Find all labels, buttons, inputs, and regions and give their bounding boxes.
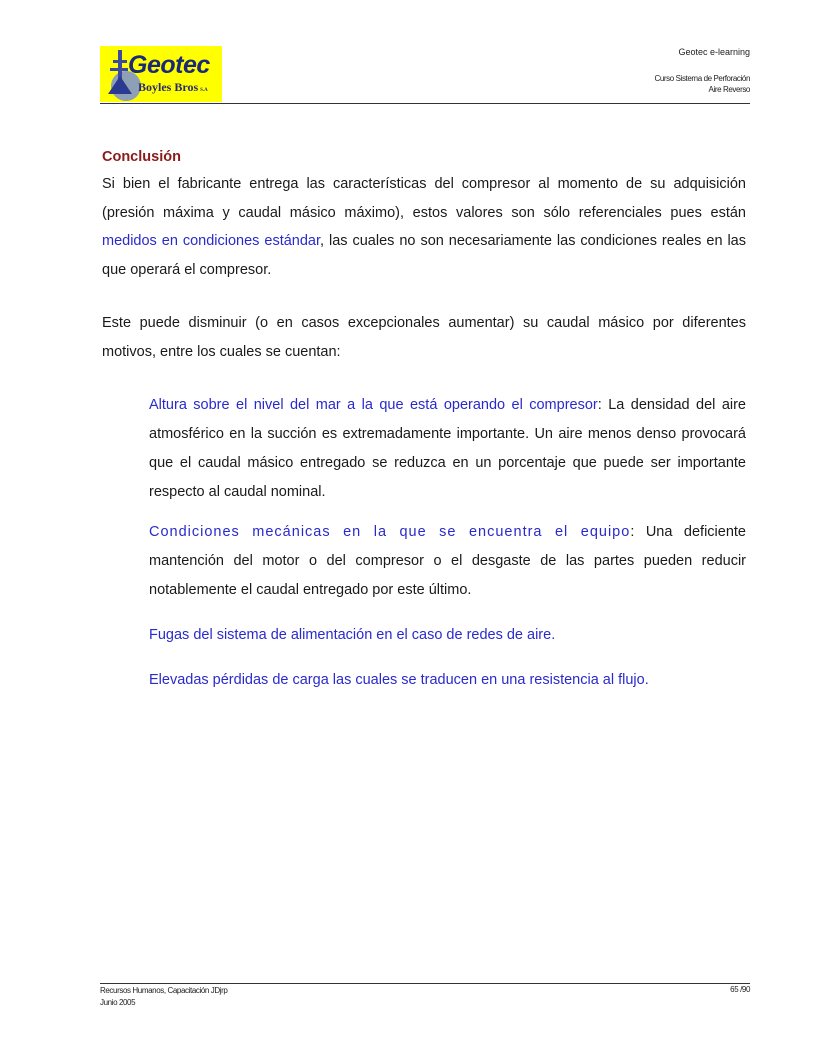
list-item-lead: Altura sobre el nivel del mar a la que está operando el compresor	[149, 397, 598, 413]
highlight-standard-conditions: medidos en condiciones estándar	[102, 233, 321, 249]
list-item-leaks: Fugas del sistema de alimentación en el caso de redes de aire.	[149, 627, 556, 643]
list-item-altitude: Altura sobre el nivel del mar a la que está operando el compresor: La densidad del aire atmosférico en la succión es extremadamente importante. Un aire menos denso provocará que el caudal másico entregado se reduzca en un porcentaje que puede ser importante respecto al caudal nominal.	[149, 397, 746, 500]
footer-divider	[100, 983, 750, 984]
geotec-logo	[100, 46, 222, 102]
list-item-lead: Fugas del sistema de alimentación en el caso de redes de aire	[149, 627, 552, 643]
header-course-platform: Geotec e-learning	[678, 47, 750, 57]
paragraph-reasons: Este puede disminuir (o en casos excepcionales aumentar) su caudal másico por diferentes motivos, entre los cuales se cuentan:	[102, 315, 746, 360]
list-item-mechanical: Condiciones mecánicas en la que se encuentra el equipo: Una deficiente mantención del motor o del compresor o el desgaste de las partes pueden reducir notablemente el caudal entregado por este último.	[149, 524, 747, 598]
footer-credits	[100, 985, 227, 1009]
section-title: Conclusión	[102, 149, 181, 165]
logo-subtitle: Boyles Bros S.A	[138, 80, 208, 94]
header-course-name: Curso Sistema de Perforación	[654, 74, 750, 83]
header-course-module: Aire Reverso	[708, 85, 750, 94]
header-course-title	[654, 73, 750, 95]
footer-date: Junio 2005	[100, 998, 136, 1007]
paragraph-intro: Si bien el fabricante entrega las características del compresor al momento de su adquisición (presión máxima y caudal másico máximo), estos valores son sólo referenciales pues están medidos en condiciones estándar, las cuales no son necesariamente las condiciones reales en las que operará el compresor.	[102, 176, 746, 278]
header-divider	[100, 103, 750, 104]
list-item-lead: Condiciones mecánicas en la que se encuentra el equipo	[149, 524, 631, 540]
footer-department: Recursos Humanos, Capacitación JDjrp	[100, 986, 228, 995]
logo-brand: Geotec	[128, 51, 210, 79]
page-number: 65 /90	[730, 985, 750, 994]
list-item-lead: Elevadas pérdidas de carga las cuales se traducen en una resistencia al flujo	[149, 672, 645, 688]
list-item-pressure-losses: Elevadas pérdidas de carga las cuales se traducen en una resistencia al flujo.	[149, 672, 649, 688]
logo-suffix: S.A	[200, 88, 208, 93]
